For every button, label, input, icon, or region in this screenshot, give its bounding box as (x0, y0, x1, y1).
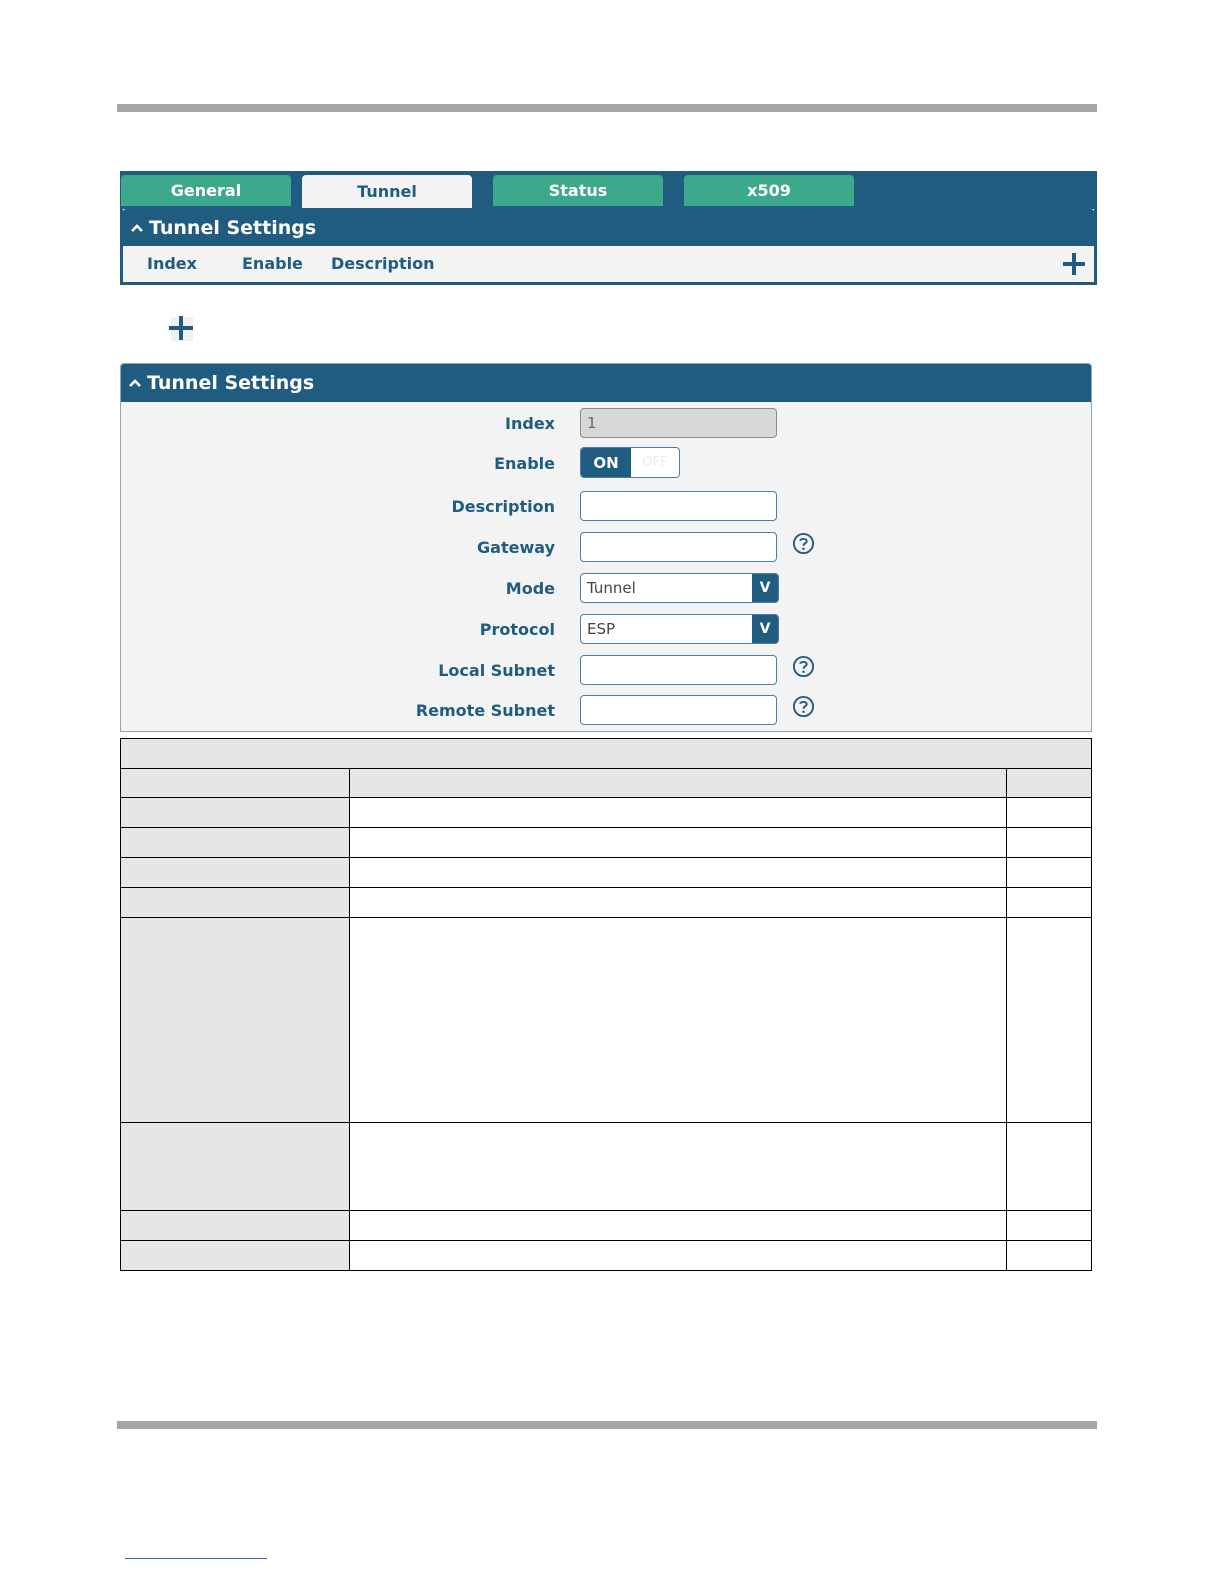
row-remote-subnet (121, 693, 1091, 727)
table-row-description (349, 917, 1007, 1123)
row-mode (121, 571, 1091, 605)
remote-subnet-input[interactable] (580, 695, 777, 725)
list-section-header[interactable] (123, 209, 1094, 246)
row-enable (121, 446, 1091, 480)
table-row-default (1006, 797, 1092, 828)
row-gateway (121, 530, 1091, 564)
index-input: 1 (580, 408, 777, 438)
tunnel-list-panel (120, 171, 1097, 285)
local-subnet-input[interactable] (580, 655, 777, 685)
table-row-description (349, 1122, 1007, 1211)
chevron-down-icon: V (752, 574, 778, 602)
table-row-default (1006, 1240, 1092, 1271)
gateway-help-icon[interactable] (792, 532, 815, 555)
table-row-description (349, 887, 1007, 918)
column-header-description: Description (331, 253, 435, 273)
add-plus-icon[interactable] (168, 314, 194, 342)
list-column-headers (123, 246, 1094, 280)
mode-label: Mode (505, 578, 555, 598)
description-label: Description (451, 496, 555, 516)
table-row-label (120, 857, 350, 888)
mode-select[interactable] (580, 573, 779, 603)
column-header-enable: Enable (242, 253, 303, 273)
table-row-default (1006, 917, 1092, 1123)
remote-subnet-label: Remote Subnet (415, 700, 555, 720)
top-rule (117, 104, 1097, 112)
tab-tunnel[interactable] (302, 175, 472, 208)
table-row-default (1006, 1210, 1092, 1241)
toggle-on-label: ON (581, 448, 631, 477)
mode-value: Tunnel (587, 579, 636, 597)
table-row-default (1006, 857, 1092, 888)
table-row-description (349, 827, 1007, 858)
tab-x509[interactable] (684, 175, 854, 206)
column-header-index: Index (147, 253, 197, 273)
footer-link-underline (125, 1558, 267, 1559)
protocol-select[interactable] (580, 614, 779, 644)
enable-label: Enable (494, 453, 555, 473)
table-row-default (1006, 887, 1092, 918)
row-description (121, 489, 1091, 523)
table-row-description (349, 1240, 1007, 1271)
table-header-cell (120, 768, 350, 798)
local-subnet-help-icon[interactable] (792, 655, 815, 678)
table-row-label (120, 1240, 350, 1271)
table-row-label (120, 917, 350, 1123)
row-index (121, 406, 1091, 440)
tab-general-label: General (170, 181, 242, 200)
remote-subnet-help-icon[interactable] (792, 695, 815, 718)
table-row-description (349, 857, 1007, 888)
add-tunnel-plus-icon[interactable] (1062, 252, 1086, 276)
chevron-down-icon: V (752, 615, 778, 643)
chevron-up-icon (129, 220, 145, 236)
toggle-off-label: OFF (642, 455, 668, 470)
protocol-value: ESP (587, 620, 616, 638)
table-row-label (120, 1122, 350, 1211)
local-subnet-label: Local Subnet (438, 660, 555, 680)
tab-general[interactable] (121, 175, 291, 206)
tab-bar (121, 172, 1096, 208)
tab-body (123, 209, 1094, 282)
index-label: Index (505, 413, 555, 433)
bottom-rule (117, 1421, 1097, 1429)
table-row-label (120, 887, 350, 918)
row-local-subnet (121, 653, 1091, 687)
table-row-description (349, 1210, 1007, 1241)
table-header-cell (349, 768, 1007, 798)
tab-tunnel-label: Tunnel (357, 182, 417, 201)
gateway-label: Gateway (477, 537, 555, 557)
tab-x509-label: x509 (747, 181, 791, 200)
tunnel-settings-form (120, 363, 1092, 732)
table-row-default (1006, 827, 1092, 858)
tab-status-label: Status (548, 181, 608, 200)
chevron-up-icon (127, 375, 143, 391)
form-section-title: Tunnel Settings (147, 372, 315, 394)
gateway-input[interactable] (580, 532, 777, 562)
tab-status[interactable] (493, 175, 663, 206)
table-row-default (1006, 1122, 1092, 1211)
table-row-label (120, 827, 350, 858)
parameter-table (120, 738, 1092, 1271)
table-row-label (120, 1210, 350, 1241)
row-protocol (121, 612, 1091, 646)
table-row-description (349, 797, 1007, 828)
form-section-header[interactable] (121, 364, 1091, 402)
enable-toggle[interactable] (580, 447, 680, 478)
description-input[interactable] (580, 491, 777, 521)
table-row-label (120, 797, 350, 828)
table-header-cell (1006, 768, 1092, 798)
table-caption-row (120, 738, 1092, 769)
list-section-title: Tunnel Settings (149, 216, 317, 239)
protocol-label: Protocol (479, 619, 555, 639)
